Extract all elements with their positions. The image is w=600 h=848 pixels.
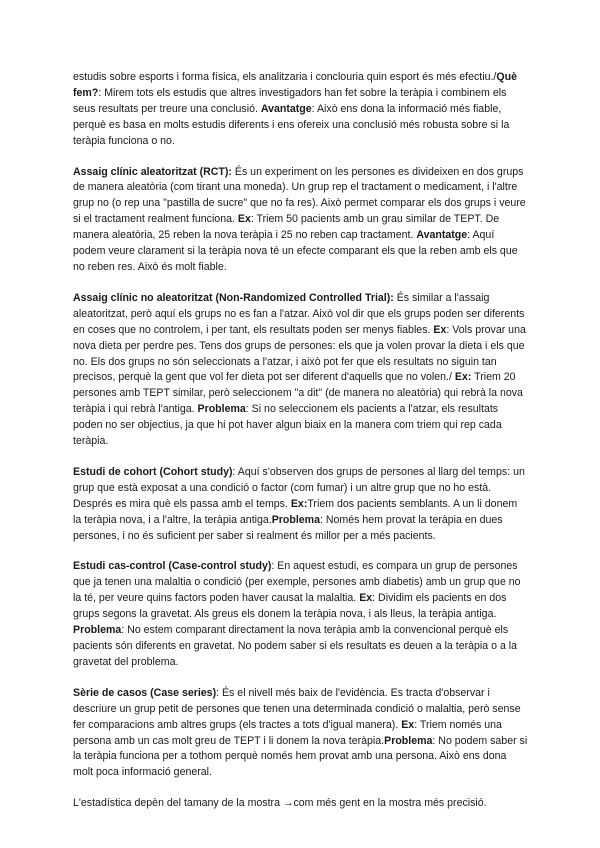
text-segment: : Mirem tots els estudis que altres investigadors han fet sobre la teràpia i combinem els seus resultats per treure una conclusió.	[73, 86, 507, 115]
bold-term: Problema	[73, 624, 122, 637]
paragraph-statistics-note	[73, 796, 528, 812]
bold-term: Ex	[401, 718, 415, 731]
bold-term: Assaig clínic no aleatoritzat (Non-Randomized Controlled Trial):	[73, 291, 394, 304]
text-segment: : Vols provar una nova dieta per perdre pes. Tens dos grups de persones: els que ja volen provar la dieta i els que no. Els dos grups no són seleccionats a l'atzar, i això pot fer que els resultats no siguin tan precisos, perquè la gent que vol fer dieta pot ser diferent d'aquells que no volen./	[73, 323, 526, 384]
bold-term: Ex:	[454, 371, 472, 384]
text-segment: : Aquí s'observen dos grups de persones al llarg del temps: un grup que està exposat a una condició o factor (com fumar) i un altre grup que no ho està. Després es mira què els passa amb el temps.	[73, 465, 525, 510]
text-segment: : Només hem provat la teràpia en dues persones, i no és suficient per saber si realment és millor per a més pacients.	[73, 513, 503, 542]
text-segment: És un experiment on les persones es divideixen en dos grups de manera aleatòria (com tirant una moneda). Un grup rep el tractament o medicament, i l'altre grup no (o rep una "pastilla de sucre" que no fa res). Això permet comparar els dos grups i veure si el tractament realment funciona.	[73, 165, 526, 226]
bold-term: Què fem?	[73, 71, 517, 99]
bold-term: Assaig clínic aleatoritzat (RCT):	[73, 165, 232, 178]
text-segment: : Si no seleccionem els pacients a l'atzar, els resultats poden no ser objectius, ja que hi pot haver algun biaix en la manera com triem qui rep cada teràpia.	[73, 403, 502, 448]
text-segment: És similar a l'assaig aleatoritzat, però aquí els grups no es fan a l'atzar. Això vol dir que els grups poden ser diferents en coses que no controlem, i per tant, els resultats poden ser menys fiables.	[73, 291, 525, 336]
text-segment: Triem dos pacients semblants. A un li donem la teràpia nova, i a l'altre, la teràpia antiga.	[73, 497, 518, 526]
bold-term: Sèrie de casos (Case series)	[73, 686, 217, 699]
text-segment: : Triem només una persona amb un cas molt greu de TEPT i li donem la nova teràpia.	[73, 718, 502, 747]
text-segment: : No estem comparant directament la nova teràpia amb la convencional perquè els pacients són diferents en gravetat. No podem saber si els resultats es deuen a la teràpia o a la gravetat del problema.	[73, 624, 518, 668]
bold-term: Ex	[433, 323, 447, 336]
bold-term: Problema	[197, 403, 246, 416]
text-segment: : Això ens dona la informació més fiable, perquè es basa en molts estudis diferents i ens ofereix una conclusió més robusta sobre si la teràpia funciona o no.	[73, 102, 510, 147]
bold-term: Ex	[359, 592, 373, 605]
text-segment: : Triem 50 pacients amb un grau similar de TEPT. De manera aleatòria, 25 reben la nova teràpia i 25 no reben cap tractament.	[73, 213, 500, 242]
text-segment: : És el nivell més baix de l'evidència. Es tracta d'observar i descriure un grup petit de persones que tenen una determinada condició o malaltia, però sense fer comparacions amb altres grups (els tractes a tots d'igual manera).	[73, 686, 521, 731]
bold-term: Estudi cas-control (Case-control study)	[73, 560, 272, 573]
paragraph-cohort-study	[73, 465, 528, 545]
text-segment: : Dividim els pacients en dos grups segons la gravetat. Als greus els donem la teràpia nova, i als lleus, la teràpia antiga.	[73, 592, 507, 621]
text-segment: estudis sobre esports i forma física, els analitzaria i conclouria quin esport és més efectiu./	[73, 71, 497, 83]
bold-term: Problema	[271, 513, 320, 526]
text-segment: L'estadística depèn del tamany de la mostra →com més gent en la mostra més precisió.	[73, 797, 487, 810]
bold-term: Avantatge	[260, 102, 312, 115]
text-segment: : Aquí podem veure clarament si la teràpia nova té un efecte comparant els que la reben amb els que no reben res. Això és molt fiable.	[73, 229, 518, 273]
paragraph-non-randomized-trial	[73, 291, 528, 450]
text-segment: : En aquest estudi, es compara un grup de persones que ja tenen una malaltia o condició (per exemple, persones amb diabetis) amb un grup que no la té, per veure quins factors poden haver causat la malaltia.	[73, 560, 521, 605]
bold-term: Estudi de cohort (Cohort study)	[73, 465, 233, 478]
paragraph-case-series	[73, 686, 528, 781]
text-segment: : No podem saber si la teràpia funciona per a tothom perquè només hem provat amb una persona. Això ens dona molt poca informació general.	[73, 734, 528, 779]
bold-term: Problema	[384, 734, 433, 747]
paragraph-meta-analysis	[73, 70, 528, 150]
bold-term: Avantatge	[416, 229, 468, 242]
paragraph-case-control-study	[73, 559, 528, 670]
text-segment: Triem 20 persones amb TEPT similar, però seleccionem "a dit" (de manera no aleatòria) qui rebrà la nova teràpia i qui rebrà l'antiga.	[73, 371, 523, 416]
bold-term: Ex:	[290, 497, 308, 510]
bold-term: Ex	[237, 213, 251, 226]
paragraph-rct	[73, 165, 528, 276]
